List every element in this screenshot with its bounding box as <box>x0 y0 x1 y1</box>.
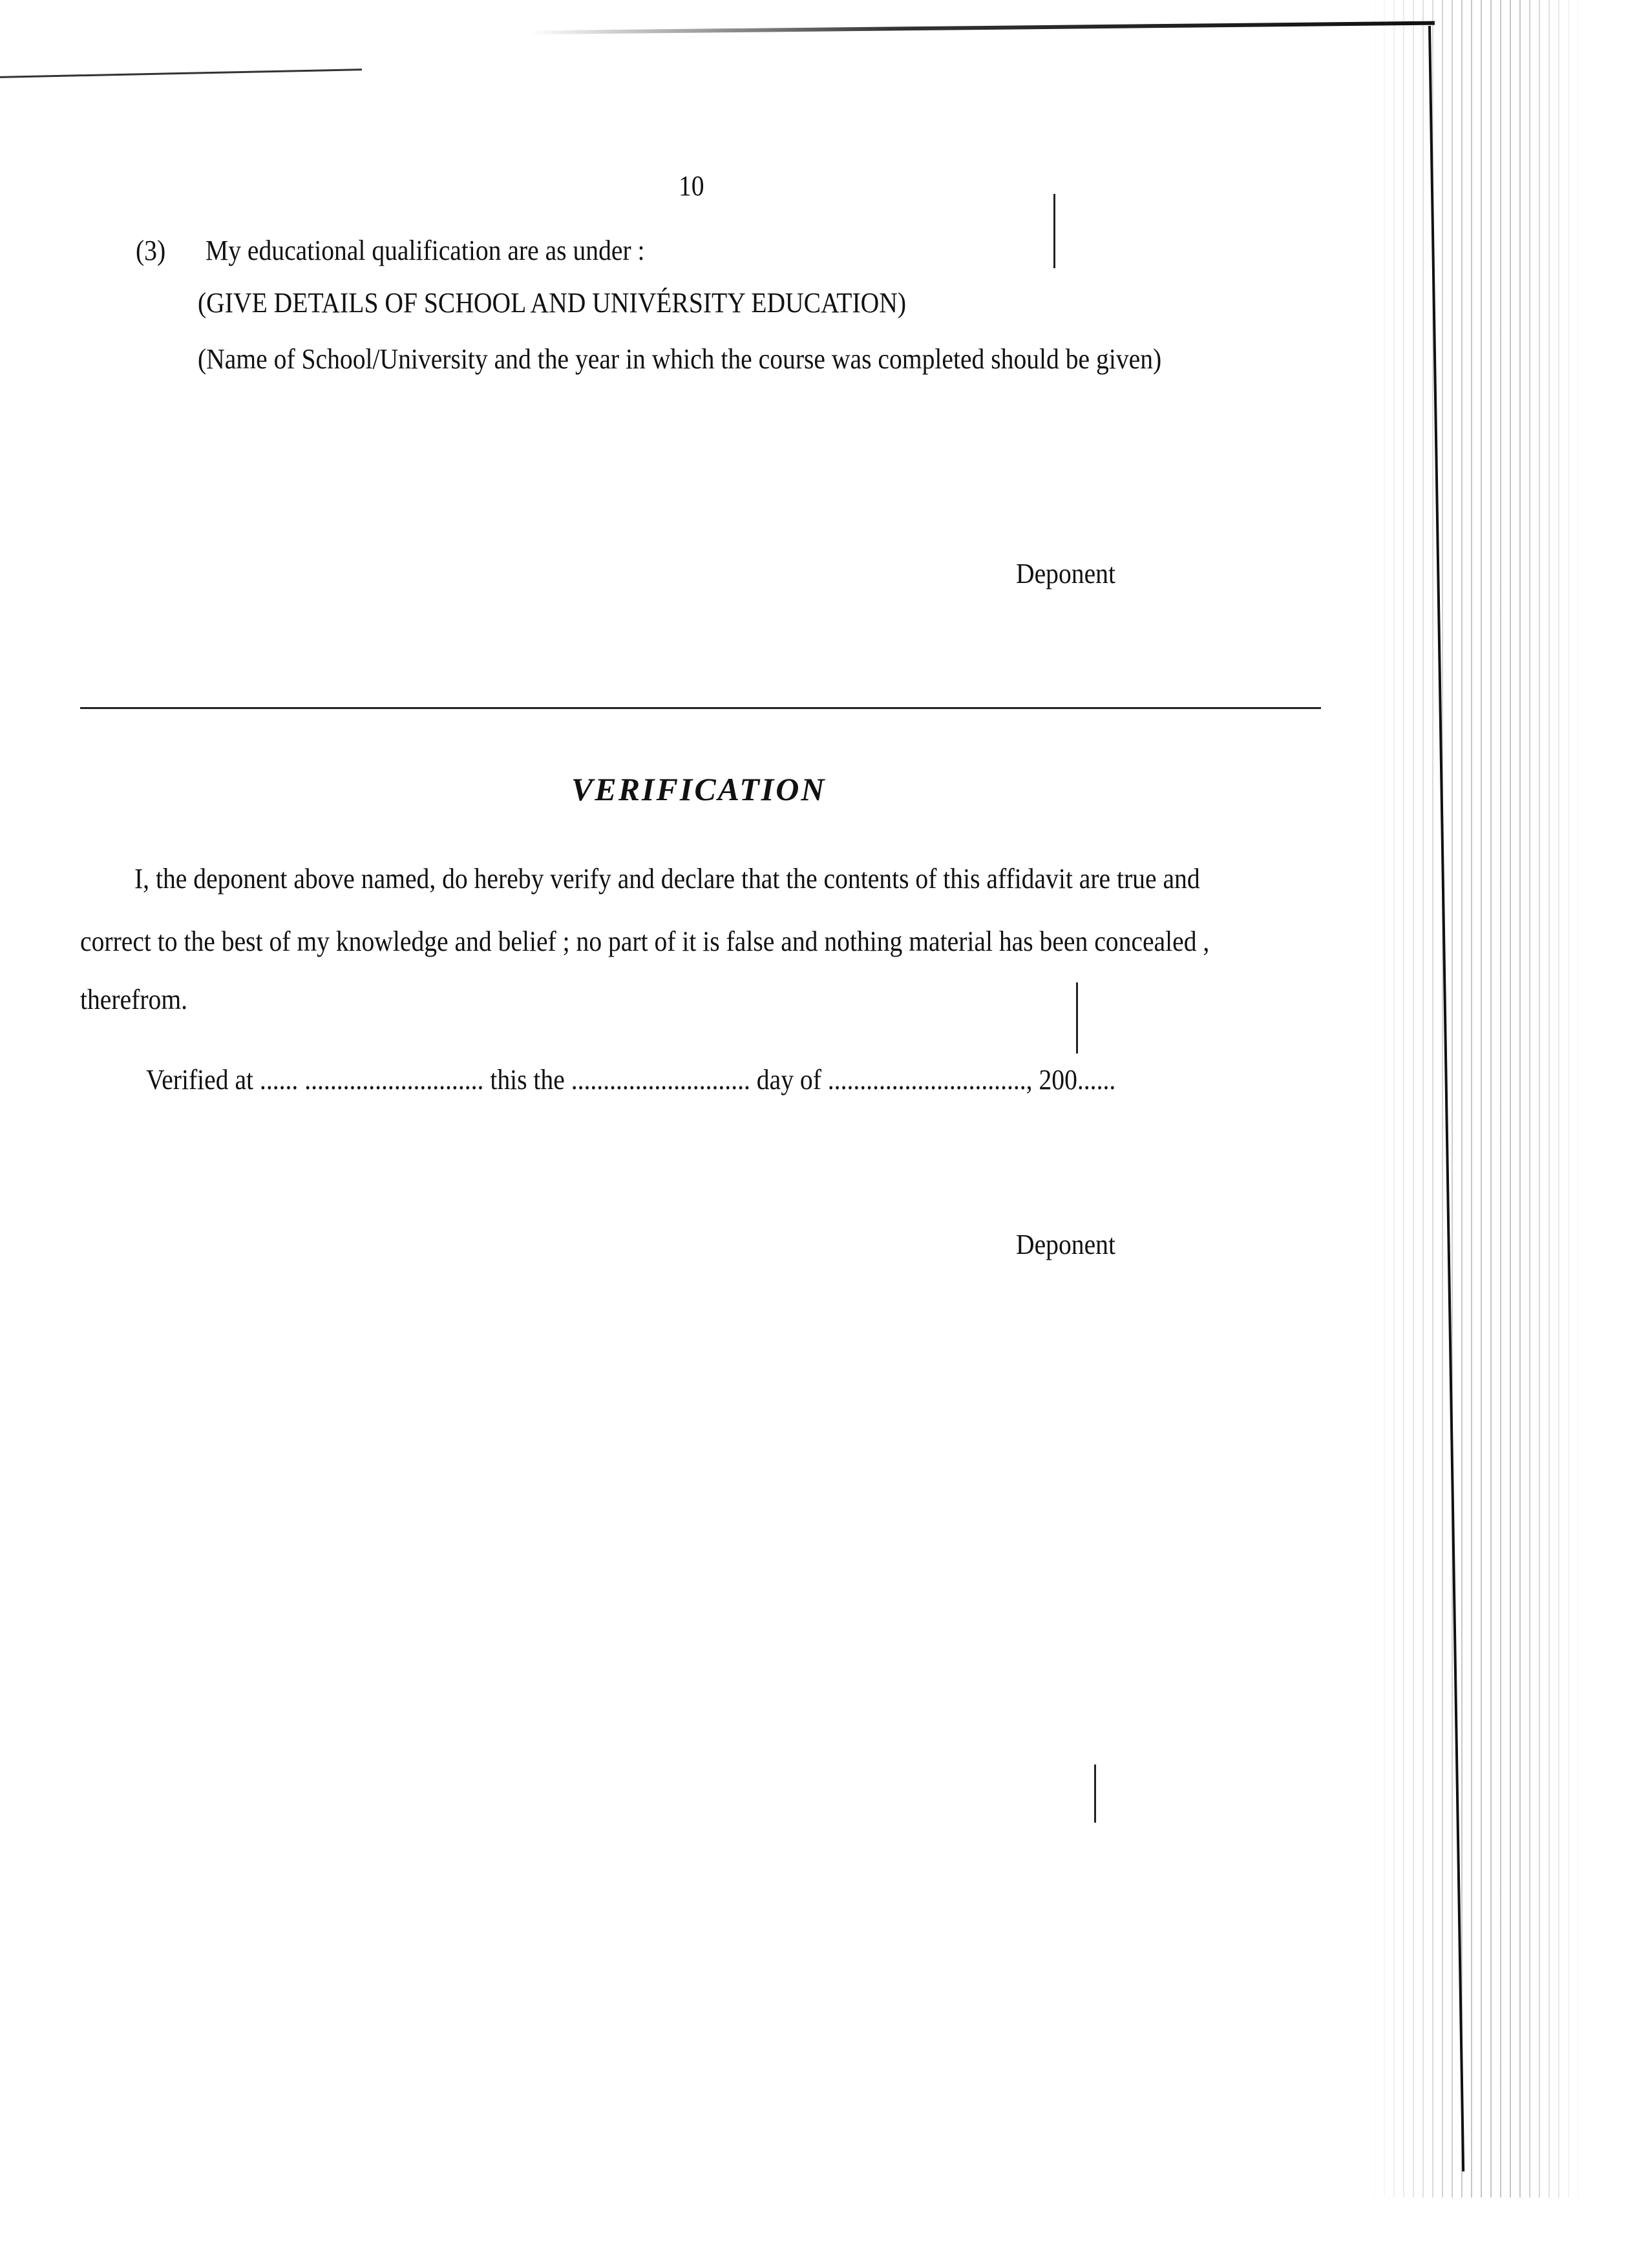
verified-at-line: Verified at ...... ............................ this the ............................ day of ..............................., 200...... <box>146 1064 1116 1096</box>
scan-edge-top <box>530 21 1435 35</box>
deponent-signature-label-2: Deponent <box>1016 1229 1115 1260</box>
section-instruction: (GIVE DETAILS OF SCHOOL AND UNIVÉRSITY EDUCATION) <box>198 287 907 319</box>
scan-edge-left <box>0 69 362 78</box>
scan-noise-right <box>1370 0 1583 2198</box>
section-heading: My educational qualification are as under : <box>206 235 645 266</box>
section-note: (Name of School/University and the year in which the course was completed should be given) <box>198 343 1162 375</box>
scan-mark <box>1053 194 1055 268</box>
scan-mark <box>1094 1765 1096 1823</box>
section-number: (3) <box>136 235 166 266</box>
verification-title: VERIFICATION <box>571 771 827 807</box>
deponent-signature-label: Deponent <box>1016 558 1115 589</box>
verification-line-3: therefrom. <box>80 984 188 1015</box>
scan-mark <box>1076 982 1078 1054</box>
verification-line-2: correct to the best of my knowledge and belief ; no part of it is false and nothing material has been concealed , <box>80 926 1210 957</box>
divider-line <box>80 707 1321 709</box>
page-number: 10 <box>679 170 704 202</box>
verification-line-1: I, the deponent above named, do hereby verify and declare that the contents of this affidavit are true and <box>134 863 1200 895</box>
